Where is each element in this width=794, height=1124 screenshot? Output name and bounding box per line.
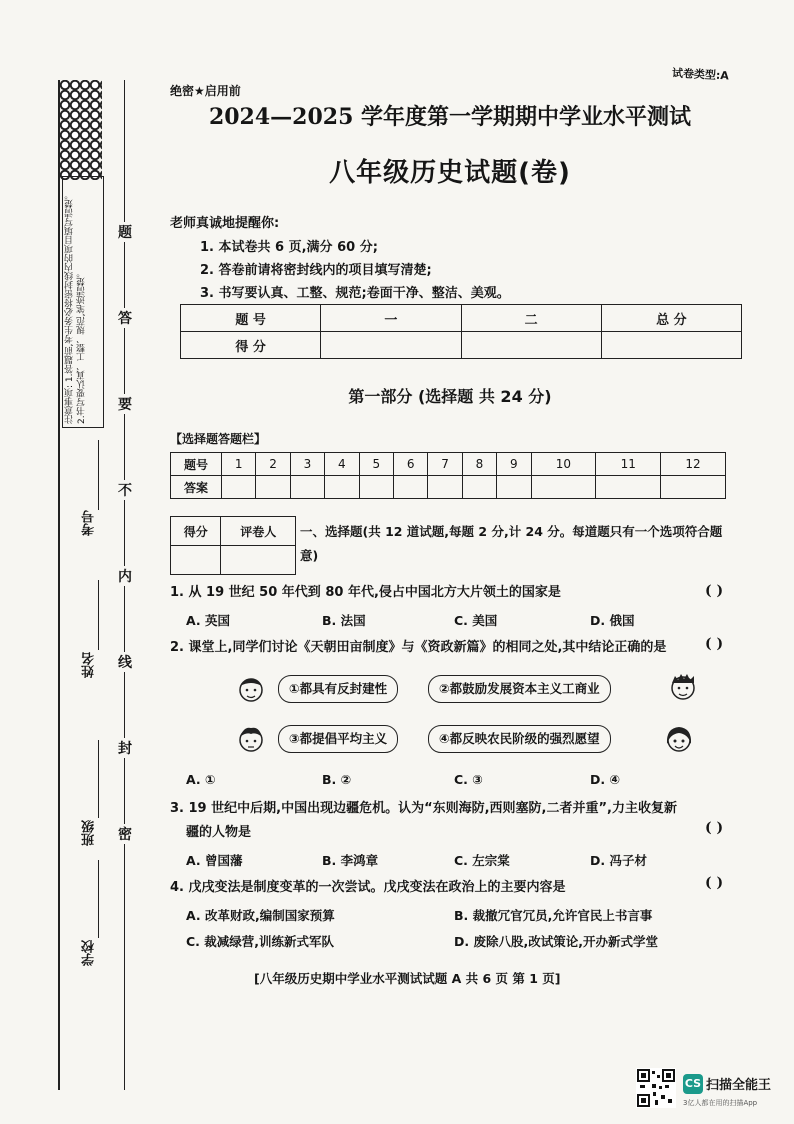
answer-cell[interactable] xyxy=(596,476,661,499)
seal-char: 线 xyxy=(118,652,132,672)
rule-item: 2. 答卷前请将密封线内的项目填写清楚; xyxy=(200,263,432,278)
answer-table xyxy=(170,452,726,499)
reminder-heading: 老师真诚地提醒你: xyxy=(170,216,280,231)
statement-bubble: ②都鼓励发展资本主义工商业 xyxy=(428,675,611,703)
answer-cell[interactable] xyxy=(325,476,359,499)
answer-paren[interactable]: ( ) xyxy=(705,583,724,599)
page-title: 2024—2025 学年度第一学期期中学业水平测试 xyxy=(208,104,692,130)
grader-reviewer-label: 评卷人 xyxy=(221,517,296,546)
answer-question-number: 5 xyxy=(359,453,393,476)
question-stem-continued: 疆的人物是 xyxy=(186,825,252,840)
qr-code-icon xyxy=(636,1068,676,1108)
question-stem: 1. 从 19 世纪 50 年代到 80 年代,侵占中国北方大片领土的国家是 xyxy=(170,585,561,600)
option[interactable]: C. ③ xyxy=(454,772,483,787)
option[interactable]: A. 改革财政,编制国家预算 xyxy=(186,908,335,923)
seal-char: 不 xyxy=(118,480,132,500)
field-class-line[interactable] xyxy=(98,740,99,818)
field-exam-number-line[interactable] xyxy=(98,440,99,510)
answer-question-number: 7 xyxy=(428,453,462,476)
score-cell[interactable] xyxy=(461,332,601,359)
question-stem: 4. 戊戌变法是制度变革的一次尝试。戊戌变法在政治上的主要内容是 xyxy=(170,880,566,895)
answer-cell[interactable] xyxy=(393,476,427,499)
scanner-logo-icon: CS xyxy=(683,1074,703,1094)
seal-char: 答 xyxy=(118,308,132,328)
scanner-app-name: 扫描全能王 xyxy=(706,1078,772,1093)
student-face-icon xyxy=(236,722,266,754)
field-name: 姓名 xyxy=(82,652,97,678)
option[interactable]: A. 英国 xyxy=(186,613,231,628)
part-title: 第一部分 (选择题 共 24 分) xyxy=(348,387,552,406)
score-header-cell: 一 xyxy=(321,305,461,332)
answer-question-number: 6 xyxy=(393,453,427,476)
answer-question-number: 4 xyxy=(325,453,359,476)
answer-paren[interactable]: ( ) xyxy=(705,820,724,836)
answer-cell[interactable] xyxy=(256,476,290,499)
answer-question-number: 10 xyxy=(531,453,596,476)
option[interactable]: C. 裁减绿营,训练新式军队 xyxy=(186,934,335,949)
answer-question-number: 3 xyxy=(290,453,324,476)
student-face-icon xyxy=(236,672,266,704)
answer-question-number: 1 xyxy=(222,453,256,476)
seal-char: 题 xyxy=(118,222,132,242)
score-table xyxy=(180,304,742,359)
answer-question-number: 11 xyxy=(596,453,661,476)
field-class: 班级 xyxy=(82,820,97,846)
page-footer: [八年级历史期中学业水平测试试题 A 共 6 页 第 1 页] xyxy=(254,971,561,986)
score-header-cell: 总 分 xyxy=(601,305,741,332)
answer-question-number: 2 xyxy=(256,453,290,476)
score-header-cell: 二 xyxy=(461,305,601,332)
answer-cell[interactable] xyxy=(290,476,324,499)
option[interactable]: D. 冯子材 xyxy=(590,853,647,868)
seal-char: 密 xyxy=(118,824,132,844)
secret-label: 绝密★启用前 xyxy=(170,84,241,98)
field-school: 学校 xyxy=(82,940,97,966)
option[interactable]: B. 法国 xyxy=(322,613,366,628)
answer-cell[interactable] xyxy=(661,476,726,499)
answer-question-number: 8 xyxy=(462,453,496,476)
option[interactable]: D. 废除八股,改试策论,开办新式学堂 xyxy=(454,934,658,949)
option[interactable]: D. ④ xyxy=(590,772,621,787)
score-header-cell: 题 号 xyxy=(181,305,321,332)
answer-question-number: 9 xyxy=(497,453,531,476)
section-instruction: 一、选择题(共 12 道试题,每题 2 分,计 24 分。每道题只有一个选项符合题意) xyxy=(300,524,723,563)
question-stem: 2. 课堂上,同学们讨论《天朝田亩制度》与《资政新篇》的相同之处,其中结论正确的是 xyxy=(170,640,667,655)
option[interactable]: D. 俄国 xyxy=(590,613,635,628)
option[interactable]: A. 曾国藩 xyxy=(186,853,243,868)
score-cell[interactable] xyxy=(321,332,461,359)
paper-type: 试卷类型:A xyxy=(671,66,730,83)
answer-row-label: 答案 xyxy=(171,476,222,499)
option[interactable]: A. ① xyxy=(186,772,216,787)
score-cell[interactable] xyxy=(601,332,741,359)
grader-reviewer-cell[interactable] xyxy=(221,546,296,575)
notice-text: 注意事项: 1.答题前,考生务必将密封线内的项目填写清楚。 2.书写要认真、工整、规范,笔迹清楚。 xyxy=(65,190,87,424)
student-face-icon xyxy=(668,670,698,702)
page-subtitle: 八年级历史试题(卷) xyxy=(329,158,571,188)
option[interactable]: B. 裁撤冗官冗员,允许官民上书言事 xyxy=(454,908,653,923)
answer-bar-label: 【选择题答题栏】 xyxy=(170,432,267,446)
rule-item: 1. 本试卷共 6 页,满分 60 分; xyxy=(200,240,378,255)
rule-item: 3. 书写要认真、工整、规范;卷面干净、整洁、美观。 xyxy=(200,286,510,301)
grader-score-cell[interactable] xyxy=(171,546,221,575)
answer-question-number: 12 xyxy=(661,453,726,476)
scanner-tagline: 3亿人都在用的扫描App xyxy=(683,1099,758,1107)
answer-cell[interactable] xyxy=(428,476,462,499)
score-row-label: 得 分 xyxy=(181,332,321,359)
answer-paren[interactable]: ( ) xyxy=(705,636,724,652)
field-exam-number: 考号 xyxy=(82,510,97,536)
answer-cell[interactable] xyxy=(359,476,393,499)
question-stem: 3. 19 世纪中后期,中国出现边疆危机。认为“东则海防,西则塞防,二者并重”,力主收复新 xyxy=(170,801,677,816)
binding-rings xyxy=(60,80,102,180)
seal-char: 要 xyxy=(118,394,132,414)
statement-bubble: ④都反映农民阶级的强烈愿望 xyxy=(428,725,611,753)
statement-bubble: ③都提倡平均主义 xyxy=(278,725,398,753)
answer-cell[interactable] xyxy=(531,476,596,499)
field-school-line[interactable] xyxy=(98,860,99,938)
option[interactable]: C. 美国 xyxy=(454,613,498,628)
field-name-line[interactable] xyxy=(98,580,99,650)
seal-char: 封 xyxy=(118,738,132,758)
answer-cell[interactable] xyxy=(222,476,256,499)
grader-table xyxy=(170,516,296,575)
answer-cell[interactable] xyxy=(462,476,496,499)
option[interactable]: C. 左宗棠 xyxy=(454,853,510,868)
student-face-icon xyxy=(664,722,694,754)
seal-char: 内 xyxy=(118,566,132,586)
answer-cell[interactable] xyxy=(497,476,531,499)
option[interactable]: B. ② xyxy=(322,772,352,787)
option[interactable]: B. 李鸿章 xyxy=(322,853,379,868)
answer-header-label: 题号 xyxy=(171,453,222,476)
answer-paren[interactable]: ( ) xyxy=(705,875,724,891)
statement-bubble: ①都具有反封建性 xyxy=(278,675,398,703)
grader-score-label: 得分 xyxy=(171,517,221,546)
